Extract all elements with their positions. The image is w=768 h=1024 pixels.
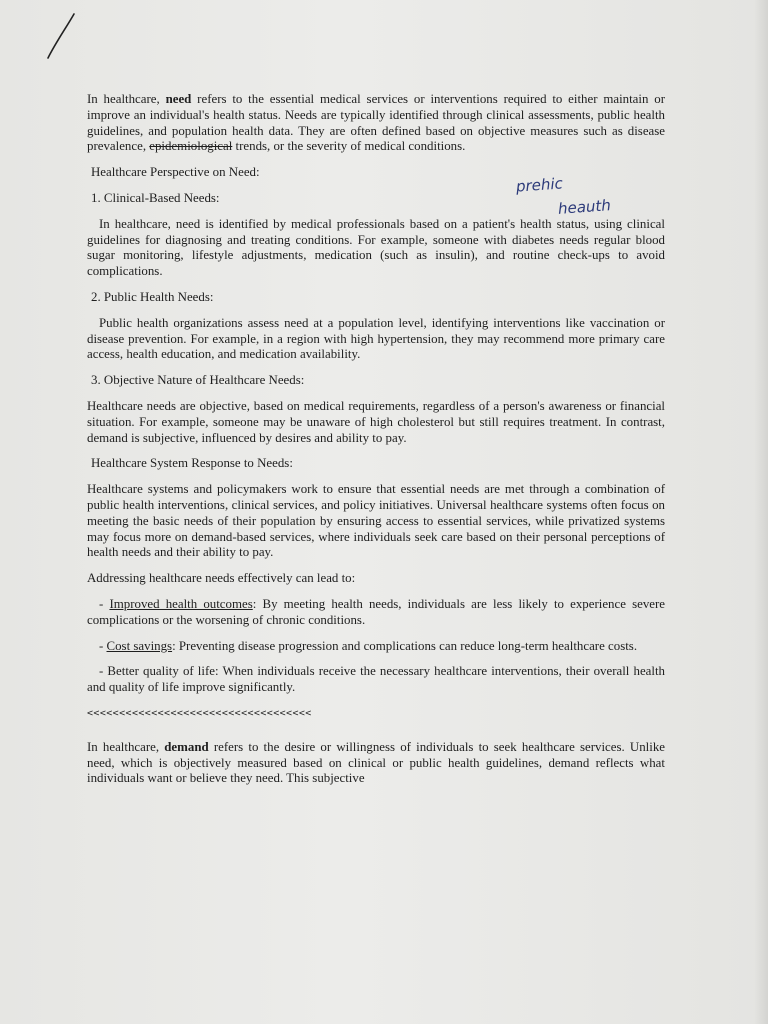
heading-system-response: Healthcare System Response to Needs: [91,456,293,471]
paragraph-clinical-needs: In healthcare, need is identified by medical professionals based on a patient's health status, using clinical guidelines for diagnosing and treating conditions. For example, someone with diabetes needs regular blood sugar monitoring, lifestyle adjustments, medication (such as insulin), and routine check-ups to avoid complications. [87,216,665,279]
term-demand: demand [164,739,209,754]
heading-clinical-needs: 1. Clinical-Based Needs: [91,190,220,205]
demand-paragraph: In healthcare, demand refers to the desire or willingness of individuals to seek healthcare services. Unlike need, which is objectively measured based on clinical or public health guidelines, demand reflects what individuals want or believe they need. This subjective [87,739,665,786]
bullet-improved-outcomes: - Improved health outcomes: By meeting health needs, individuals are less likely to experience severe complications or the worsening of chronic conditions. [87,596,666,627]
separator-line: <<<<<<<<<<<<<<<<<<<<<<<<<<<<<<<<<<< [87,707,312,719]
pen-stroke-mark [40,10,80,62]
page-edge-shadow [754,0,768,1024]
bullet-label: Better quality of life [107,664,215,679]
intro-paragraph: In healthcare, need refers to the essential medical services or interventions required to either maintain or improve an individual's health status. Needs are typically identified through clinical assessments, public health guidelines, and population health data. They are often defined based on objective measures such as disease prevalence, epidemiological trends, or the severity of medical conditions. [87,92,665,154]
paragraph-system-response: Healthcare systems and policymakers work to ensure that essential needs are met through a combination of public health interventions, clinical services, and policy initiatives. Universal healthcare systems often focus on meeting the basic needs of their population by ensuring access to essential services, while privatized systems may focus more on demand-based services, where individuals seek care based on their personal perceptions of health needs and their ability to pay. [87,482,665,560]
struck-word: epidemiological [149,139,233,154]
bullet-label: Cost savings [106,638,173,653]
paragraph-public-health-needs: Public health organizations assess need at a population level, identifying interventions like vaccination or disease prevention. For example, in a region with high hypertension, they may recommend more primary care access, health education, and medication availability. [87,315,665,362]
addressing-lead: Addressing healthcare needs effectively can lead to: [87,571,356,586]
section-title: Healthcare Perspective on Need: [91,165,260,180]
document-body [87,92,665,797]
handwritten-note-line-1: prehic [515,174,564,196]
handwritten-note-line-2: heauth [557,196,612,218]
bullet-label: Improved health outcomes [109,596,253,611]
bullet-cost-savings: - Cost savings: Preventing disease progression and complications can reduce long-term healthcare costs. [99,638,638,653]
bullet-quality-of-life: - Better quality of life: When individuals receive the necessary healthcare interventions, their overall health and quality of life improve significantly. [87,664,666,695]
paragraph-objective-needs: Healthcare needs are objective, based on medical requirements, regardless of a person's awareness or financial situation. For example, someone may be unaware of high cholesterol but still requires treatment. In contrast, demand is subjective, influenced by desires and ability to pay. [87,398,665,445]
heading-objective-needs: 3. Objective Nature of Healthcare Needs: [91,373,305,388]
heading-public-health-needs: 2. Public Health Needs: [91,289,214,304]
term-need: need [165,92,192,106]
